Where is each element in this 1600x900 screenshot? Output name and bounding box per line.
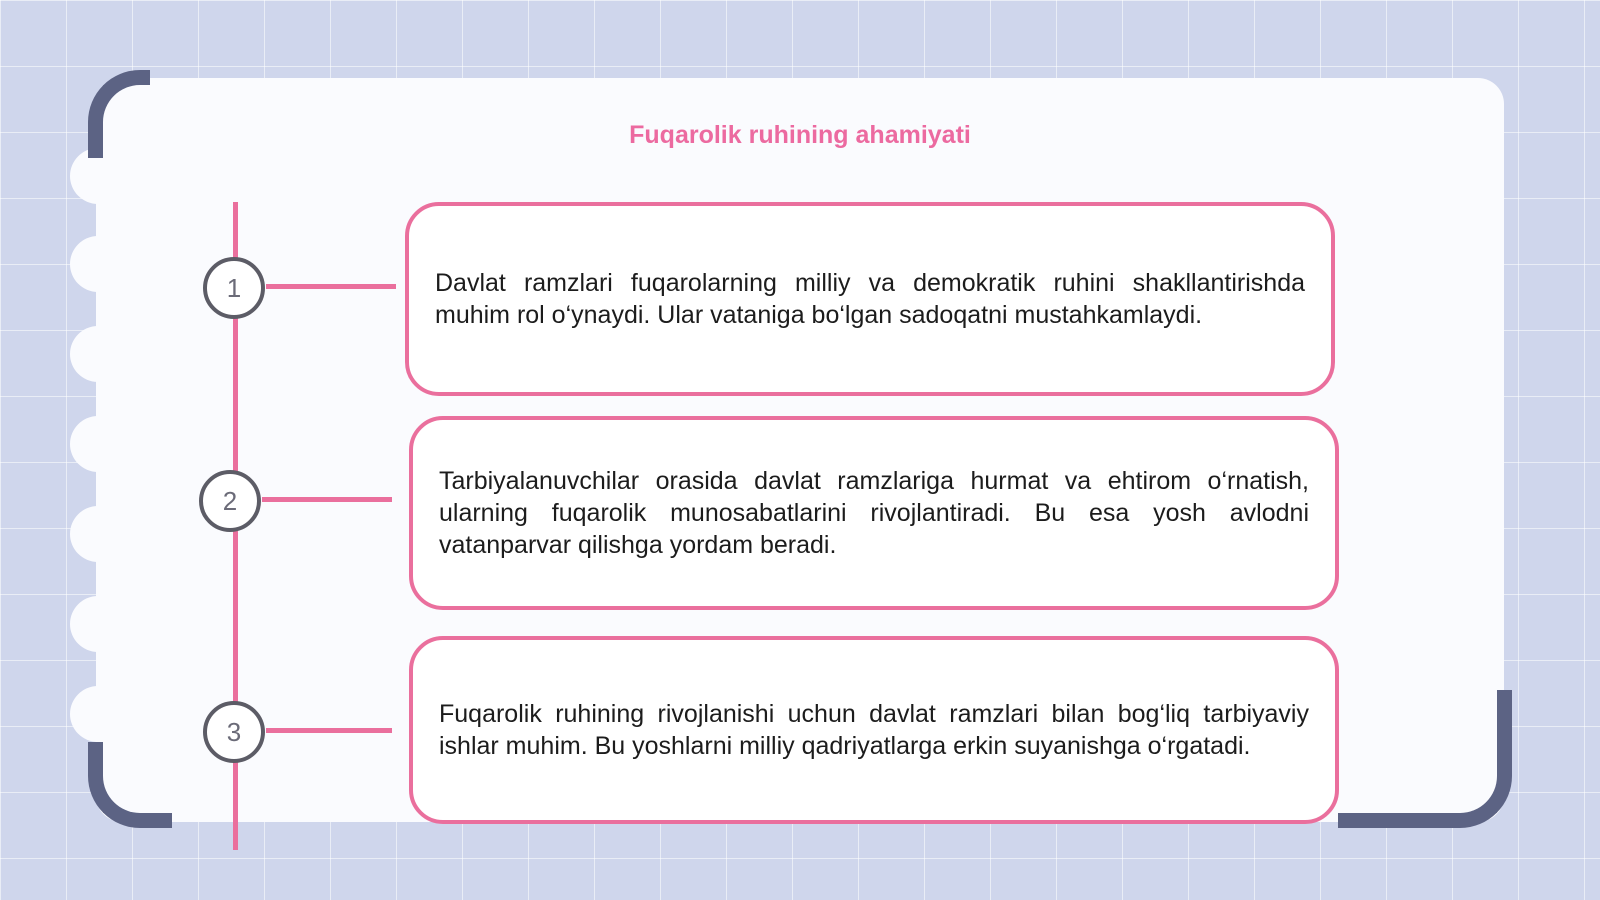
notebook-hole: [70, 596, 126, 652]
notebook-hole: [70, 236, 126, 292]
notebook-hole: [70, 506, 126, 562]
step-number-2: 2: [199, 470, 261, 532]
step-number-1: 1: [203, 257, 265, 319]
step-text-3: Fuqarolik ruhining rivojlanishi uchun davlat ramzlari bilan bog‘liq tarbiyaviy ishlar muhim. Bu yoshlarni milliy qadriyatlarga erkin suyanishga o‘rgatadi.: [439, 700, 1309, 760]
corner-bracket-bottom-right: [1338, 690, 1512, 828]
step-card-2: [409, 416, 1339, 610]
connector-line: [266, 728, 392, 733]
corner-bracket-bottom-left: [88, 742, 172, 828]
notebook-hole: [70, 686, 126, 742]
connector-line: [262, 497, 392, 502]
notebook-hole: [70, 416, 126, 472]
notebook-hole: [70, 326, 126, 382]
connector-line: [266, 284, 396, 289]
step-card-3: [409, 636, 1339, 824]
step-text-2: Tarbiyalanuvchilar orasida davlat ramzlariga hurmat va ehtirom o‘rnatish, ularning fuqarolik munosabatlarini rivojlantiradi. Bu esa yosh avlodni vatanparvar qilishga yordam beradi.: [439, 467, 1309, 559]
slide-title: Fuqarolik ruhining ahamiyati: [629, 121, 971, 149]
step-text-1: Davlat ramzlari fuqarolarning milliy va demokratik ruhini shakllantirishda muhim rol o‘ynaydi. Ular vataniga bo‘lgan sadoqatni mustahkamlaydi.: [435, 269, 1305, 329]
step-number-3: 3: [203, 701, 265, 763]
step-card-1: [405, 202, 1335, 396]
